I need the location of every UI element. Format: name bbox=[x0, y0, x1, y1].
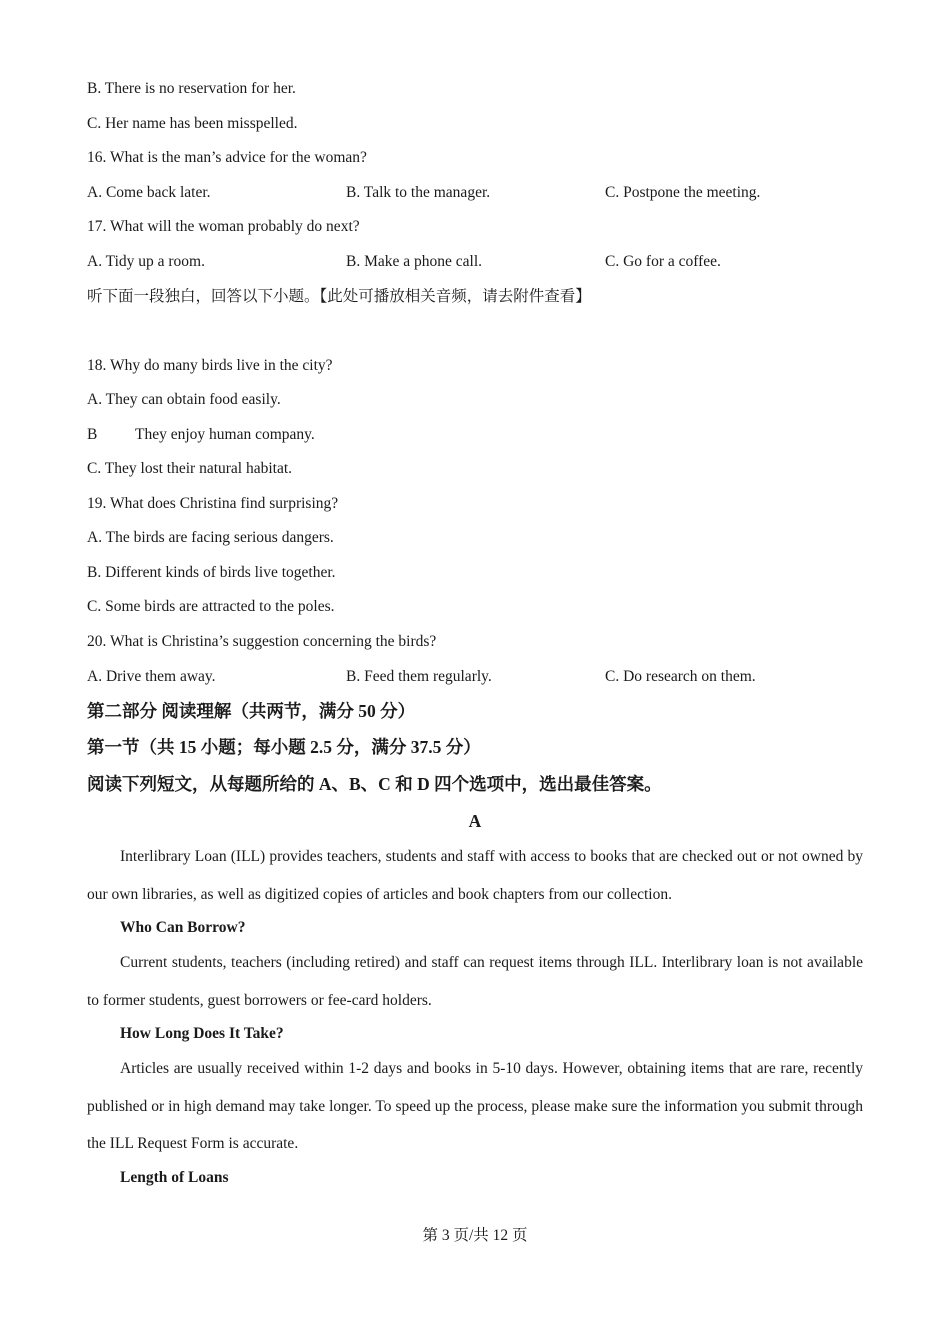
how-long-heading: How Long Does It Take? bbox=[120, 1025, 284, 1042]
q18-option-c: C. They lost their natural habitat. bbox=[87, 460, 293, 477]
q16-option-b: B. Talk to the manager. bbox=[346, 184, 491, 201]
q18-option-a: A. They can obtain food easily. bbox=[87, 391, 281, 408]
q19-option-c: C. Some birds are attracted to the poles. bbox=[87, 598, 335, 615]
length-of-loans-heading: Length of Loans bbox=[120, 1169, 229, 1186]
q18-option-b-letter: B bbox=[87, 426, 98, 443]
reading-part-title: 第二部分 阅读理解（共两节，满分 50 分） bbox=[87, 701, 416, 721]
q16-option-a: A. Come back later. bbox=[87, 184, 211, 201]
q16-option-c: C. Postpone the meeting. bbox=[605, 184, 761, 201]
q16-question: 16. What is the man’s advice for the woman? bbox=[87, 149, 367, 166]
reading-section-title: 第一节（共 15 小题；每小题 2.5 分，满分 37.5 分） bbox=[87, 737, 481, 757]
who-can-borrow-heading: Who Can Borrow? bbox=[120, 919, 246, 936]
q19-option-b: B. Different kinds of birds live together. bbox=[87, 564, 336, 581]
reading-instruction: 阅读下列短文，从每题所给的 A、B、C 和 D 四个选项中，选出最佳答案。 bbox=[87, 774, 662, 794]
q19-question: 19. What does Christina find surprising? bbox=[87, 495, 339, 512]
q15-option-c: C. Her name has been misspelled. bbox=[87, 115, 298, 132]
q17-option-b: B. Make a phone call. bbox=[346, 253, 483, 270]
q20-option-c: C. Do research on them. bbox=[605, 668, 756, 685]
q20-question: 20. What is Christina’s suggestion concerning the birds? bbox=[87, 633, 437, 650]
q19-option-a: A. The birds are facing serious dangers. bbox=[87, 529, 334, 546]
who-can-borrow-text: Current students, teachers (including retired) and staff can request items through ILL. Interlibrary loan is not available to former students, guest borrowers or fee-card holders. bbox=[87, 954, 863, 1009]
q18-option-b-text: They enjoy human company. bbox=[135, 426, 315, 443]
q20-option-b: B. Feed them regularly. bbox=[346, 668, 492, 685]
monologue-instruction: 听下面一段独白，回答以下小题。【此处可播放相关音频，请去附件查看】 bbox=[87, 288, 591, 305]
how-long-text: Articles are usually received within 1-2 days and books in 5-10 days. However, obtaining items that are rare, recently published or in high demand may take longer. To speed up the process, please make sure the information you submit through the ILL Request Form is accurate. bbox=[87, 1060, 863, 1152]
passage-letter: A bbox=[468, 811, 482, 831]
page-number: 第 3 页/共 12 页 bbox=[422, 1227, 528, 1244]
passage-intro: Interlibrary Loan (ILL) provides teachers, students and staff with access to books that are checked out or not owned by our own libraries, as well as digitized copies of articles and book chapters from our collection. bbox=[87, 848, 863, 903]
q17-option-a: A. Tidy up a room. bbox=[87, 253, 205, 270]
q18-question: 18. Why do many birds live in the city? bbox=[87, 357, 333, 374]
q15-option-b: B. There is no reservation for her. bbox=[87, 80, 296, 97]
q20-option-a: A. Drive them away. bbox=[87, 668, 216, 685]
q17-option-c: C. Go for a coffee. bbox=[605, 253, 721, 270]
q17-question: 17. What will the woman probably do next? bbox=[87, 218, 360, 235]
q18-option-b bbox=[87, 425, 315, 445]
